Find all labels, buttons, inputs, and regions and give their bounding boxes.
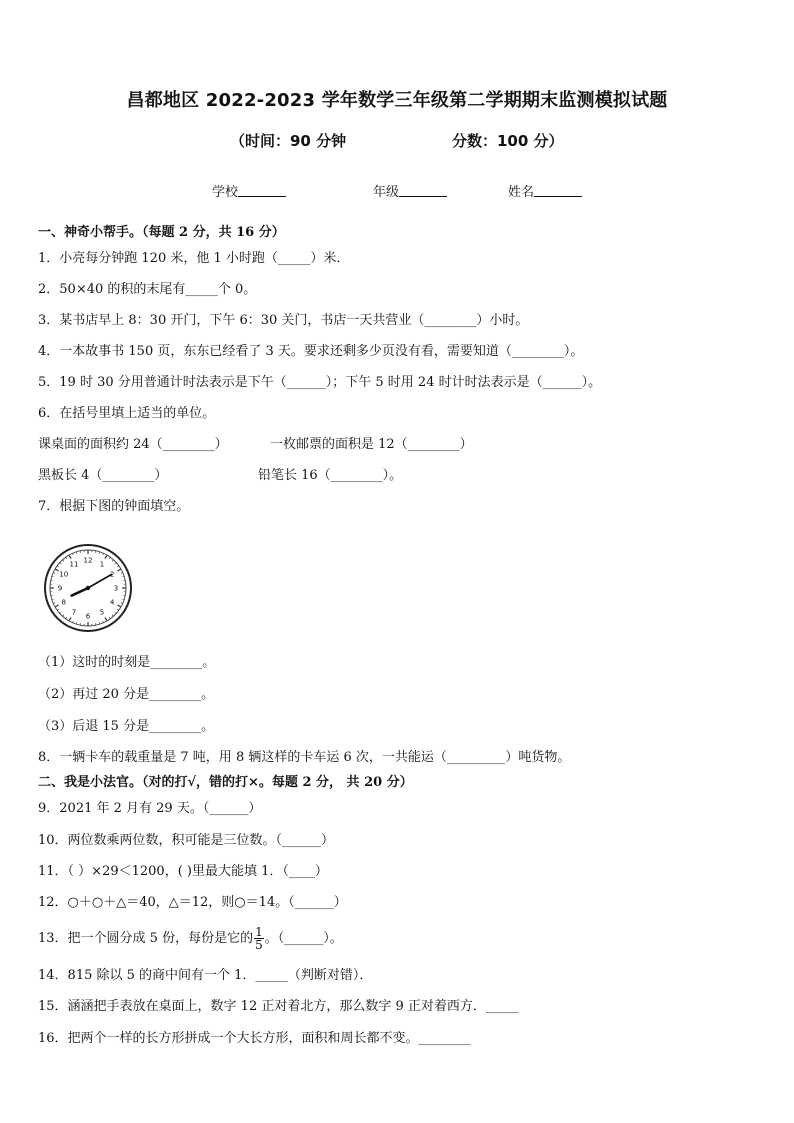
clock-numeral: 2 bbox=[110, 570, 115, 579]
clock-center bbox=[86, 586, 90, 590]
question-6: 6．在括号里填上适当的单位。 bbox=[38, 406, 216, 421]
question-7-1: （1）这时的时刻是________。 bbox=[38, 655, 216, 670]
clock-icon bbox=[45, 545, 131, 631]
question-7: 7．根据下图的钟面填空。 bbox=[38, 499, 190, 514]
question-6c: 黑板长 4（________） bbox=[38, 468, 168, 483]
question-12: 12．○＋○＋△＝40，△＝12，则○＝14。（______） bbox=[38, 895, 347, 910]
school-field[interactable] bbox=[212, 181, 286, 200]
fraction-numerator: 1 bbox=[255, 925, 263, 939]
question-11: 11．（ ）×29＜1200，( )里最大能填 1．（____） bbox=[38, 864, 328, 879]
clock-numeral: 6 bbox=[85, 612, 91, 621]
question-16: 16．把两个一样的长方形拼成一个大长方形，面积和周长都不变。________ bbox=[38, 1031, 471, 1046]
question-3: 3．某书店早上 8：30 开门，下午 6：30 关门，书店一天共营业（________）小时。 bbox=[38, 313, 529, 328]
school-blank[interactable] bbox=[238, 184, 286, 197]
name-field[interactable] bbox=[508, 181, 582, 200]
question-13-tail: 。（______）。 bbox=[264, 931, 343, 946]
exam-time: （时间：90 分钟 bbox=[230, 132, 347, 150]
question-7-2: （2）再过 20 分是________。 bbox=[38, 687, 215, 702]
question-2: 2．50×40 的积的末尾有_____个 0。 bbox=[38, 282, 257, 297]
clock-numeral: 7 bbox=[71, 608, 77, 617]
question-15: 15．涵涵把手表放在桌面上，数字 12 正对着北方，那么数字 9 正对着西方．_____ bbox=[38, 999, 519, 1014]
question-13 bbox=[38, 924, 343, 954]
question-6b: 一枚邮票的面积是 12（________） bbox=[270, 437, 473, 452]
grade-label: 年级 bbox=[373, 185, 400, 200]
question-6a: 课桌面的面积约 24（________） bbox=[38, 437, 228, 452]
exam-title: 昌都地区 2022-2023 学年数学三年级第二学期期末监测模拟试题 bbox=[126, 90, 668, 111]
question-13-text: 13．把一个圆分成 5 份，每份是它的 bbox=[38, 931, 254, 946]
name-blank[interactable] bbox=[534, 184, 582, 197]
grade-field[interactable] bbox=[373, 181, 447, 200]
name-label: 姓名 bbox=[508, 185, 535, 200]
section-1-heading: 一、神奇小帮手。（每题 2 分，共 16 分） bbox=[38, 225, 285, 240]
clock-numeral: 12 bbox=[83, 556, 93, 565]
clock-numeral: 5 bbox=[99, 608, 105, 617]
clock-numeral: 4 bbox=[110, 598, 115, 607]
exam-score: 分数：100 分） bbox=[452, 132, 564, 150]
grade-blank[interactable] bbox=[399, 184, 447, 197]
question-1: 1．小亮每分钟跑 120 米，他 1 小时跑（_____）米． bbox=[38, 251, 350, 266]
clock-numeral: 10 bbox=[59, 570, 69, 579]
clock-numeral: 3 bbox=[113, 584, 119, 593]
question-10: 10．两位数乘两位数，积可能是三位数。（______） bbox=[38, 833, 335, 848]
question-5: 5．19 时 30 分用普通计时法表示是下午（______）；下午 5 时用 24 时计时法表示是（______）。 bbox=[38, 375, 602, 390]
question-14: 14．815 除以 5 的商中间有一个 1．_____（判断对错）． bbox=[38, 968, 373, 983]
question-9: 9．2021 年 2 月有 29 天。（______） bbox=[38, 801, 262, 816]
fraction-denominator: 5 bbox=[255, 938, 263, 952]
clock-numeral: 1 bbox=[99, 560, 105, 569]
school-label: 学校 bbox=[212, 185, 239, 200]
clock-numeral: 11 bbox=[69, 560, 79, 569]
question-8: 8．一辆卡车的载重量是 7 吨，用 8 辆这样的卡车运 6 次，一共能运（_________）吨货物。 bbox=[38, 750, 571, 765]
clock-numeral: 9 bbox=[57, 584, 63, 593]
question-4: 4．一本故事书 150 页，东东已经看了 3 天。要求还剩多少页没有看，需要知道（________）。 bbox=[38, 344, 584, 359]
fraction-one-fifth bbox=[254, 926, 264, 951]
question-7-3: （3）后退 15 分是________。 bbox=[38, 719, 215, 734]
clock-numeral: 8 bbox=[61, 598, 66, 607]
question-6d: 铅笔长 16（________）。 bbox=[258, 468, 403, 483]
clock-face-figure bbox=[43, 543, 133, 633]
section-2-heading: 二、我是小法官。（对的打√，错的打×。每题 2 分， 共 20 分） bbox=[38, 775, 413, 790]
